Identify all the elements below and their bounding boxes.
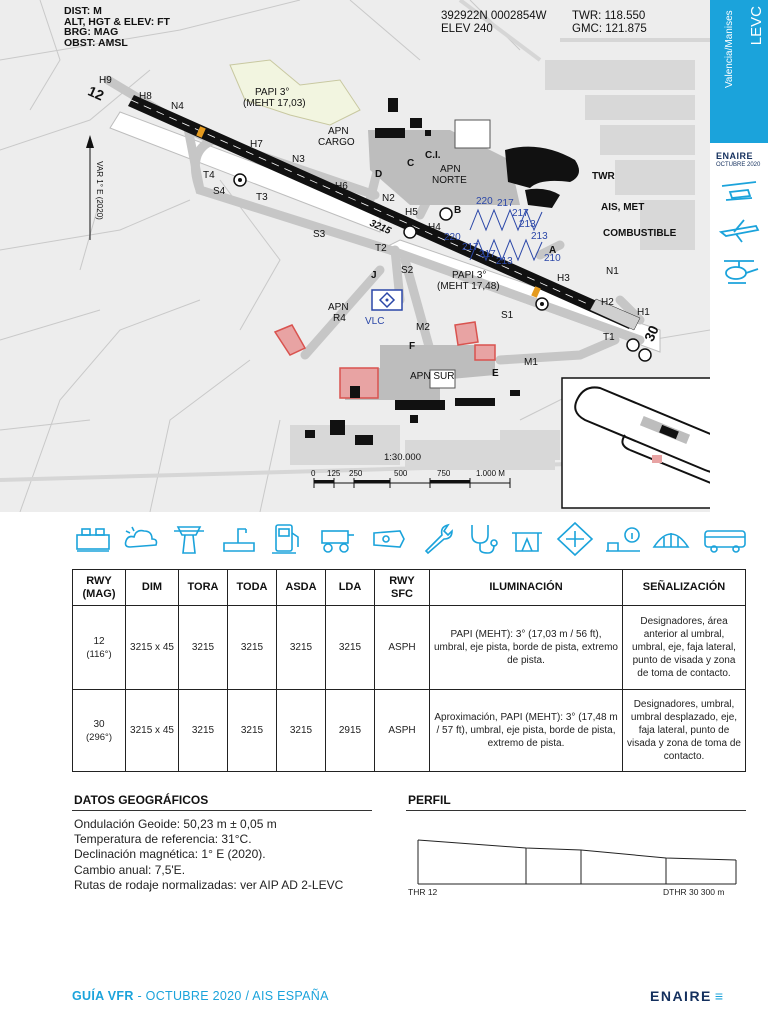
- dim-cell: 3215 x 45: [126, 606, 179, 690]
- papi-30-meht: (MEHT 17,48): [437, 281, 500, 292]
- stand-label: 213: [519, 219, 536, 230]
- fuel-pump-icon: [268, 521, 306, 557]
- scale-tick: 1.000 M: [476, 469, 505, 478]
- nav-aid-icon: [556, 521, 594, 557]
- tora-cell: 3215: [179, 690, 228, 772]
- toda-cell: 3215: [228, 606, 277, 690]
- taxiway-label: H7: [250, 139, 263, 150]
- taxiway-label: H5: [405, 207, 418, 218]
- taxiway-label: N1: [606, 266, 619, 277]
- coords-text: 392922N 0002854W: [441, 10, 547, 22]
- stand-label: 213: [496, 256, 513, 267]
- stand-label: 217: [497, 198, 514, 209]
- gmc-frequency: GMC: 121.875: [572, 23, 647, 35]
- taxiway-label: H1: [637, 307, 650, 318]
- stand-label: 213: [531, 231, 548, 242]
- sink-icon: [220, 521, 258, 557]
- stand-label: 217: [512, 208, 529, 219]
- surface-cell: ASPH: [375, 690, 430, 772]
- legend-line: OBST: AMSL: [64, 36, 128, 49]
- marking-cell: Designadores, área anterior al umbral, umbral, eje, faja lateral, punto de visada y zona de toma de contacto.: [623, 606, 746, 690]
- runway-profile-graphic: [406, 830, 746, 890]
- table-row: [73, 690, 746, 772]
- geo-line: Declinación magnética: 1° E (2020).: [74, 847, 266, 862]
- apn-cargo-label: APN: [328, 126, 349, 137]
- legend-line: DIST: M: [64, 5, 102, 17]
- apn-r4-label: R4: [333, 313, 346, 324]
- tractor-icon: [318, 521, 356, 557]
- rwy-cell: [73, 690, 126, 772]
- marking-cell: Designadores, umbral, umbral desplazado, eje, faja lateral, punto de visada y zona de toma de contacto.: [623, 690, 746, 772]
- scale-tick: 125: [327, 469, 341, 478]
- taxiway-label: H2: [601, 297, 614, 308]
- surface-cell: ASPH: [375, 606, 430, 690]
- apn-r4-label: APN: [328, 302, 349, 313]
- twr-frequency: TWR: 118.550: [572, 10, 646, 22]
- stand-label: 220: [476, 196, 493, 207]
- taxiway-label: F: [409, 341, 416, 352]
- icao-code: LEVC: [748, 6, 765, 46]
- scale-tick: 500: [394, 469, 408, 478]
- aerodrome-coords: [441, 10, 547, 36]
- runway-12-label: 12: [85, 82, 107, 104]
- legend-line: BRG: MAG: [64, 26, 119, 38]
- taxiway-label: T2: [375, 243, 387, 254]
- medical-icon: [462, 521, 500, 557]
- geo-line: Temperatura de referencia: 31°C.: [74, 832, 252, 847]
- runway-length-label: 3215: [367, 217, 393, 238]
- footer-publication: [72, 989, 329, 1003]
- scale-ratio: 1:30.000: [384, 452, 421, 463]
- tower-icon: [170, 521, 208, 557]
- stand-label: 210: [544, 253, 561, 264]
- apn-sur-label: APN SUR: [410, 371, 455, 382]
- col-header: RWY (MAG): [73, 570, 126, 606]
- footer-logo-text: ENAIRE: [650, 988, 712, 1004]
- apn-cargo-label: CARGO: [318, 137, 355, 148]
- legend-line: ALT, HGT & ELEV: FT: [64, 15, 170, 28]
- taxiway-label: H8: [139, 91, 152, 102]
- hangar-icon: [508, 521, 546, 557]
- chart-legend-units: [64, 6, 170, 48]
- edition-date: OCTUBRE 2020: [716, 162, 761, 168]
- taxiway-label: T4: [203, 170, 215, 181]
- rwy-bearing: (116°): [86, 648, 112, 660]
- info-icon: [604, 521, 642, 557]
- col-header: TODA: [228, 570, 277, 606]
- papi-30-label: PAPI 3°: [452, 270, 487, 281]
- taxiway-label: A: [549, 245, 557, 256]
- footer-guide-title: GUÍA VFR: [72, 989, 134, 1003]
- bus-icon: [702, 521, 748, 557]
- asda-cell: 3215: [277, 690, 326, 772]
- airport-name: Valencia/Manises: [724, 10, 735, 88]
- tora-cell: 3215: [179, 606, 228, 690]
- scale-tick: 250: [349, 469, 363, 478]
- taxiway-label: M1: [524, 357, 538, 368]
- taxiway-label: N2: [382, 193, 395, 204]
- logo-mark-icon: ≡: [714, 988, 725, 1004]
- taxiway-label: N4: [171, 101, 184, 112]
- aerodrome-chart: [0, 0, 710, 512]
- variation-label: VAR 1° E (2020): [94, 161, 104, 220]
- runway-30-label: 30: [640, 322, 662, 344]
- profile-thr-label: THR 12: [408, 887, 438, 897]
- airplane-icon: [718, 212, 760, 246]
- wrench-icon: [418, 521, 456, 557]
- rwy-designator: 30: [93, 718, 105, 730]
- profile-dthr-label: DTHR 30 300 m: [663, 887, 725, 897]
- taxiway-label: S2: [401, 265, 414, 276]
- profile-divider: [406, 810, 746, 811]
- rwy-designator: 12: [93, 635, 105, 647]
- scale-tick: 750: [437, 469, 451, 478]
- col-header: ASDA: [277, 570, 326, 606]
- frequencies: [572, 10, 647, 36]
- col-header: TORA: [179, 570, 228, 606]
- stand-label: 217: [479, 249, 496, 260]
- taxiway-label: T3: [256, 192, 268, 203]
- lighting-cell: Aproximación, PAPI (MEHT): 3° (17,48 m / 57 ft), umbral, eje pista, borde de pista, extremo de pista.: [430, 690, 623, 772]
- dim-cell: 3215 x 45: [126, 690, 179, 772]
- tow-icon: [370, 521, 408, 557]
- taxiway-label: J: [371, 270, 377, 281]
- toda-cell: 3215: [228, 690, 277, 772]
- lda-cell: 2915: [326, 690, 375, 772]
- side-band: [710, 0, 768, 512]
- taxiway-label: E: [492, 368, 499, 379]
- col-header: LDA: [326, 570, 375, 606]
- ultralight-icon: [718, 172, 760, 206]
- ais-met-label: AIS, MET: [601, 202, 645, 213]
- papi-12-meht: (MEHT 17,03): [243, 98, 306, 109]
- footer-edition: - OCTUBRE 2020 / AIS ESPAÑA: [133, 989, 329, 1003]
- taxiway-label: T1: [603, 332, 615, 343]
- footer-enaire-logo: [650, 988, 725, 1004]
- dome-icon: [652, 521, 690, 557]
- taxiway-label: H3: [557, 273, 570, 284]
- taxiway-label: B: [454, 205, 462, 216]
- lighting-cell: PAPI (MEHT): 3° (17,03 m / 56 ft), umbral, eje pista, borde de pista, extremo de pista.: [430, 606, 623, 690]
- helicopter-icon: [718, 255, 760, 289]
- papi-12-label: PAPI 3°: [255, 87, 290, 98]
- airport-id-block: [710, 0, 768, 143]
- vor-vlc-label: VLC: [365, 316, 385, 327]
- col-header: DIM: [126, 570, 179, 606]
- twr-label: TWR: [592, 171, 615, 182]
- taxiway-label: N3: [292, 154, 305, 165]
- table-row: [73, 606, 746, 690]
- ci-label: C.I.: [425, 150, 441, 161]
- weather-icon: [122, 521, 160, 557]
- rwy-bearing: (296°): [86, 731, 112, 743]
- scale-tick: 0: [311, 469, 316, 478]
- lda-cell: 3215: [326, 606, 375, 690]
- asda-cell: 3215: [277, 606, 326, 690]
- table-header-row: [73, 570, 746, 606]
- parking-icon: [74, 521, 112, 557]
- geo-line: Rutas de rodaje normalizadas: ver AIP AD 2-LEVC: [74, 877, 344, 892]
- stand-label: 217: [462, 242, 479, 253]
- apn-norte-label: NORTE: [432, 175, 467, 186]
- apn-norte-label: APN: [440, 164, 461, 175]
- geo-line: Cambio anual: 7,5'E.: [74, 862, 186, 877]
- taxiway-label: S4: [213, 186, 226, 197]
- taxiway-label: M2: [416, 322, 430, 333]
- geo-data-title: DATOS GEOGRÁFICOS: [74, 793, 209, 807]
- elevation-text: ELEV 240: [441, 23, 493, 35]
- col-header: SEÑALIZACIÓN: [623, 570, 746, 606]
- col-header: ILUMINACIÓN: [430, 570, 623, 606]
- stand-label: 220: [444, 232, 461, 243]
- geo-line: Ondulación Geoide: 50,23 m ± 0,05 m: [74, 817, 277, 831]
- taxiway-label: H6: [335, 181, 348, 192]
- taxiway-label: S3: [313, 229, 326, 240]
- taxiway-label: H9: [99, 75, 112, 86]
- taxiway-label: D: [375, 169, 383, 180]
- runway-table: [72, 569, 746, 772]
- enaire-logo: ENAIRE: [716, 151, 754, 161]
- col-header: RWY SFC: [375, 570, 430, 606]
- taxiway-label: C: [407, 158, 415, 169]
- rwy-cell: [73, 606, 126, 690]
- taxiway-label: S1: [501, 310, 514, 321]
- profile-title: PERFIL: [408, 793, 451, 807]
- geo-data-list: [74, 817, 343, 893]
- combustible-label: COMBUSTIBLE: [603, 228, 677, 239]
- geo-divider: [72, 810, 372, 811]
- taxiway-label: H4: [428, 222, 441, 233]
